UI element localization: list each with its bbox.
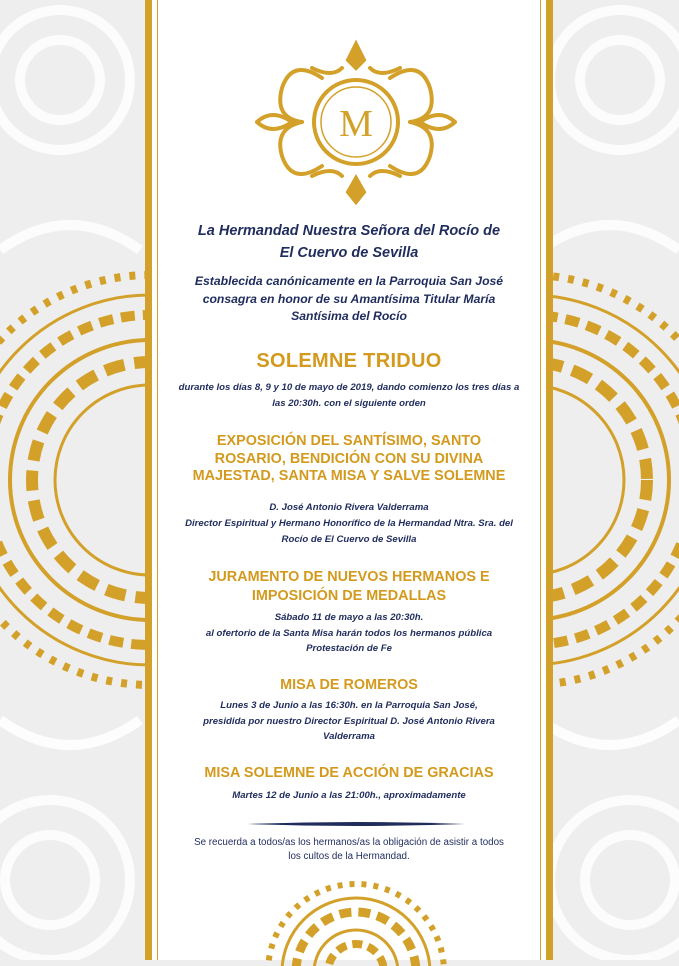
intro-heading	[152, 220, 546, 264]
intro-line-5: Santísima del Rocío	[291, 309, 407, 323]
romeros-detail-3: Valderrama	[323, 731, 375, 742]
preacher-role-line-2: Rocío de El Cuervo de Sevilla	[281, 533, 417, 545]
intro-line-2: El Cuervo de Sevilla	[279, 245, 419, 261]
monogram-emblem	[252, 38, 460, 206]
juramento-detail-3: Protestación de Fe	[306, 643, 392, 654]
monogram-letter: M	[339, 103, 373, 145]
juramento-line-1: JURAMENTO DE NUEVOS HERMANOS E	[208, 569, 490, 585]
juramento-title	[182, 568, 516, 606]
gracias-details: Martes 12 de Junio a las 21:00h., aproximadamente	[232, 790, 466, 801]
content-panel	[145, 0, 553, 960]
gracias-title: MISA SOLEMNE DE ACCIÓN DE GRACIAS	[204, 765, 494, 781]
exposicion-line-2: ROSARIO, BENDICIÓN CON SU DIVINA	[214, 450, 484, 467]
exposicion-title	[180, 433, 518, 486]
intro-line-4: consagra en honor de su Amantísima Titular María	[202, 291, 496, 306]
romeros-details	[172, 698, 526, 745]
bottom-mandala-ornament	[260, 876, 452, 966]
romeros-detail-2: presidida por nuestro Director Espiritual D. José Antonio Rivera	[203, 715, 495, 727]
intro-line-3: Establecida canónicamente en la Parroquia San José	[194, 274, 504, 288]
triduo-line-1: durante los días 8, 9 y 10 de mayo de 2019, dando comienzo los tres días a	[178, 382, 520, 393]
intro-subheading	[172, 273, 526, 326]
juramento-detail-2: al ofertorio de la Santa Misa harán todos los hermanos pública	[205, 627, 493, 639]
ornamental-divider	[247, 820, 465, 828]
romeros-title: MISA DE ROMEROS	[280, 677, 418, 693]
footer-line-2: los cultos de la Hermandad.	[288, 851, 410, 862]
triduo-title: SOLEMNE TRIDUO	[256, 350, 442, 372]
triduo-details	[170, 380, 528, 411]
romeros-detail-1: Lunes 3 de Junio a las 16:30h. en la Parroquia San José,	[220, 700, 478, 711]
footer-line-1: Se recuerda a todos/as los hermanos/as la obligación de asistir a todos	[194, 837, 504, 848]
juramento-details	[162, 610, 536, 657]
intro-line-1: La Hermandad Nuestra Señora del Rocío de	[197, 223, 501, 239]
preacher-role-line-1: Director Espiritual y Hermano Honorífico de la Hermandad Ntra. Sra. del	[185, 518, 513, 529]
preacher-role	[160, 516, 538, 547]
exposicion-line-1: EXPOSICIÓN DEL SANTÍSIMO, SANTO	[216, 433, 482, 449]
preacher-name: D. José Antonio Rivera Valderrama	[269, 502, 429, 513]
footer-note	[168, 836, 530, 864]
exposicion-line-3: MAJESTAD, SANTA MISA Y SALVE SOLEMNE	[192, 468, 506, 484]
juramento-line-2: IMPOSICIÓN DE MEDALLAS	[251, 588, 447, 604]
triduo-line-2: las 20:30h. con el siguiente orden	[272, 397, 426, 409]
juramento-detail-1: Sábado 11 de mayo a las 20:30h.	[274, 612, 424, 623]
